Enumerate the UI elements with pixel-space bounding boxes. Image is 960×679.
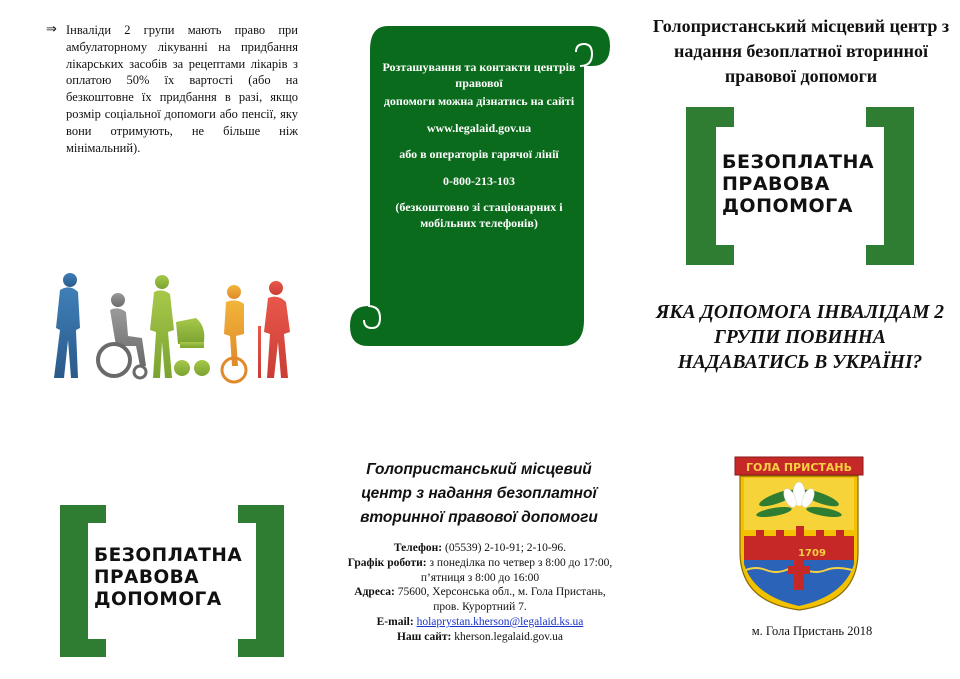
logo-line-2: ПРАВОВА [722,173,830,195]
email-link[interactable]: holaprystan.kherson@legalaid.ks.ua [416,615,584,628]
scroll-line-1: Розташування та контакти центрів правової [382,60,576,90]
scroll-contacts-text [378,60,580,242]
walking-man-icon [54,273,80,378]
contact-details [344,541,616,645]
logo-line-1: БЕЗОПЛАТНА [722,151,875,173]
legal-aid-logo-right [686,107,914,265]
bullet-arrow-icon: ⇒ [46,22,57,37]
contact-title: Голопристанський місцевий центр з надання безоплатної вторинної правової допомоги [360,461,598,526]
address-row: Адреса: 75600, Херсонська обл., м. Гола Пристань, пров. Курортний 7. [354,586,606,614]
logo-line-3: ДОПОМОГА [722,195,853,217]
disability-benefit-text: Інваліди 2 групи мають право при амбулаторному лікуванні на придбання лікарських засобів за рецептами лікарів з оплатою 50% їх вартості (або на безкоштовне їх придбання в разі, якщо розмір соціальної допомоги або пенсії, яку вони отримують, не більше ніж мінімальний). [66,23,298,155]
coat-of-arms-label: ГОЛА ПРИСТАНЬ [746,461,852,474]
coat-of-arms-year: 1709 [798,548,826,559]
scroll-website[interactable]: www.legalaid.gov.ua [426,120,532,135]
wheelchair-user-icon [98,293,146,378]
scroll-hotline: 0-800-213-103 [443,173,515,188]
email-row: E-mail: holaprystan.kherson@legalaid.ks.ua [376,615,584,628]
people-silhouettes-illustration [46,270,302,386]
scroll-line-2: допомоги можна дізнатись на сайті [383,94,575,108]
logo-line-3: ДОПОМОГА [94,589,222,610]
scroll-line-4: (безкоштовно зі стаціонарних і мобільних телефонів) [395,200,563,230]
legal-aid-logo-left [60,505,284,657]
hola-prystan-coat-of-arms [734,456,864,612]
place-and-year: м. Гола Пристань 2018 [751,624,873,638]
cyclist-icon [222,285,246,382]
elderly-with-cane-icon [258,281,290,378]
logo-line-1: БЕЗОПЛАТНА [94,545,243,566]
scroll-line-3: або в операторів гарячої лінії [399,147,559,161]
baby-stroller-icon [174,318,210,376]
logo-line-2: ПРАВОВА [94,567,200,588]
woman-icon [150,275,174,378]
site-link[interactable]: kherson.legalaid.gov.ua [454,630,564,643]
schedule-row: Графік роботи: з понеділка по четвер з 8:00 до 17:00, п’ятниця з 8:00 до 16:00 [347,556,613,584]
question-heading: ЯКА ДОПОМОГА ІНВАЛІДАМ 2 ГРУПИ ПОВИННА НАДАВАТИСЬ В УКРАЇНІ? [655,302,945,373]
phone-row: Телефон: (05539) 2-10-91; 2-10-96. [393,542,567,554]
site-row: Наш сайт: kherson.legalaid.gov.ua [396,630,564,643]
center-title: Голопристанський місцевий центр з надання безоплатної вторинної правової допомоги [652,16,950,86]
